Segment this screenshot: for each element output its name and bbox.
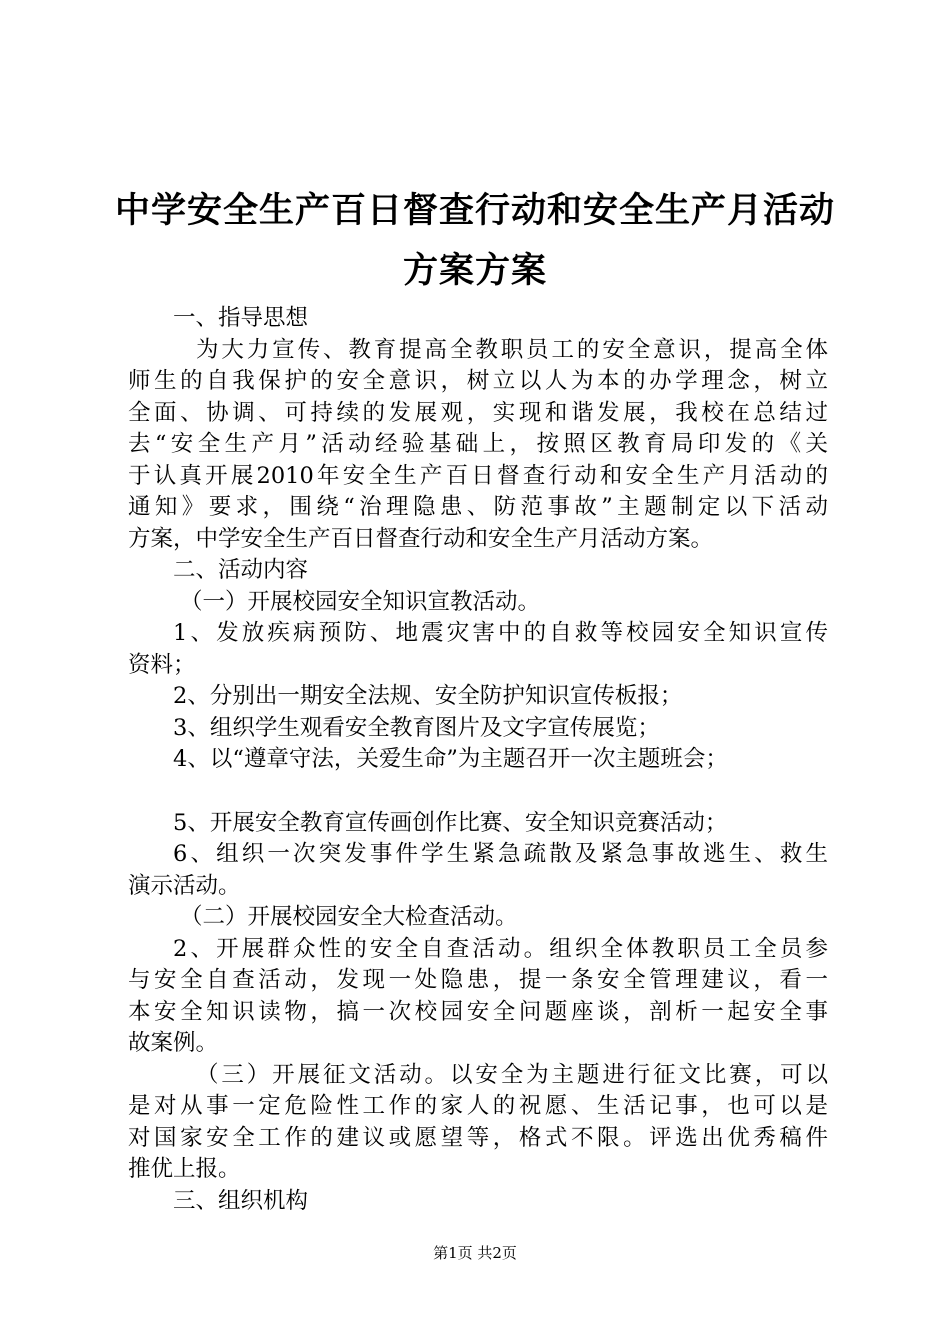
document-title-line-1: 中学安全生产百日督查行动和安全生产月活动 xyxy=(114,191,835,231)
section-heading: 三、组织机构 xyxy=(173,1187,309,1214)
list-item: 4、以“遵章守法，关爱生命”为主题召开一次主题班会； xyxy=(173,746,728,772)
paragraph-line: 为大力宣传、教育提高全教职员工的安全意识，提高全体 xyxy=(196,336,828,363)
paragraph-line: 推优上报。 xyxy=(128,1156,241,1182)
paragraph-line: 于认真开展2010年安全生产百日督查行动和安全生产月活动的 xyxy=(128,462,828,489)
list-item-continuation: 资料； xyxy=(128,651,196,678)
subsection-heading: （二）开展校园安全大检查活动。 xyxy=(180,904,518,930)
paragraph-line: 师生的自我保护的安全意识，树立以人为本的办学理念，树立 xyxy=(128,368,828,394)
subsection-heading: （一）开展校园安全知识宣教活动。 xyxy=(180,588,541,615)
section-heading: 二、活动内容 xyxy=(173,557,309,583)
section-heading: 一、指导思想 xyxy=(173,305,309,331)
paragraph-line: 通知》要求，围绕“治理隐患、防范事故”主题制定以下活动 xyxy=(128,494,828,520)
paragraph-line: 是对从事一定危险性工作的家人的祝愿、生活记事，也可以是 xyxy=(128,1093,828,1119)
paragraph-line: （三）开展征文活动。以安全为主题进行征文比赛，可以 xyxy=(196,1061,828,1088)
paragraph-line: 全面、协调、可持续的发展观，实现和谐发展，我校在总结过 xyxy=(128,399,828,426)
paragraph-line: 方案，中学安全生产百日督查行动和安全生产月活动方案。 xyxy=(128,525,714,552)
paragraph-line: 对国家安全工作的建议或愿望等，格式不限。评选出优秀稿件 xyxy=(128,1124,828,1151)
paragraph-line: 故案例。 xyxy=(128,1030,219,1056)
paragraph-line: 与安全自查活动，发现一处隐患，提一条安全管理建议，看一 xyxy=(128,967,828,993)
list-item: 3、组织学生观看安全教育图片及文字宣传展览； xyxy=(173,714,660,741)
paragraph-line: 2、开展群众性的安全自查活动。组织全体教职员工全员参 xyxy=(173,935,828,962)
list-item: 2、分别出一期安全法规、安全防护知识宣传板报； xyxy=(173,683,683,709)
page-number-footer: 第1页 共2页 xyxy=(433,1244,517,1262)
document-body xyxy=(128,303,828,1217)
paragraph-line: 去“安全生产月”活动经验基础上，按照区教育局印发的《关 xyxy=(128,431,828,457)
list-item: 5、开展安全教育宣传画创作比赛、安全知识竞赛活动； xyxy=(173,809,728,836)
document-title-line-2: 方案方案 xyxy=(402,251,547,291)
list-item-continuation: 演示活动。 xyxy=(128,872,241,899)
paragraph-line: 本安全知识读物，搞一次校园安全问题座谈，剖析一起安全事 xyxy=(128,998,828,1025)
list-item: 1、发放疾病预防、地震灾害中的自救等校园安全知识宣传 xyxy=(173,620,828,646)
list-item: 6、组织一次突发事件学生紧急疏散及紧急事故逃生、救生 xyxy=(173,841,828,867)
blank-line xyxy=(128,776,828,808)
